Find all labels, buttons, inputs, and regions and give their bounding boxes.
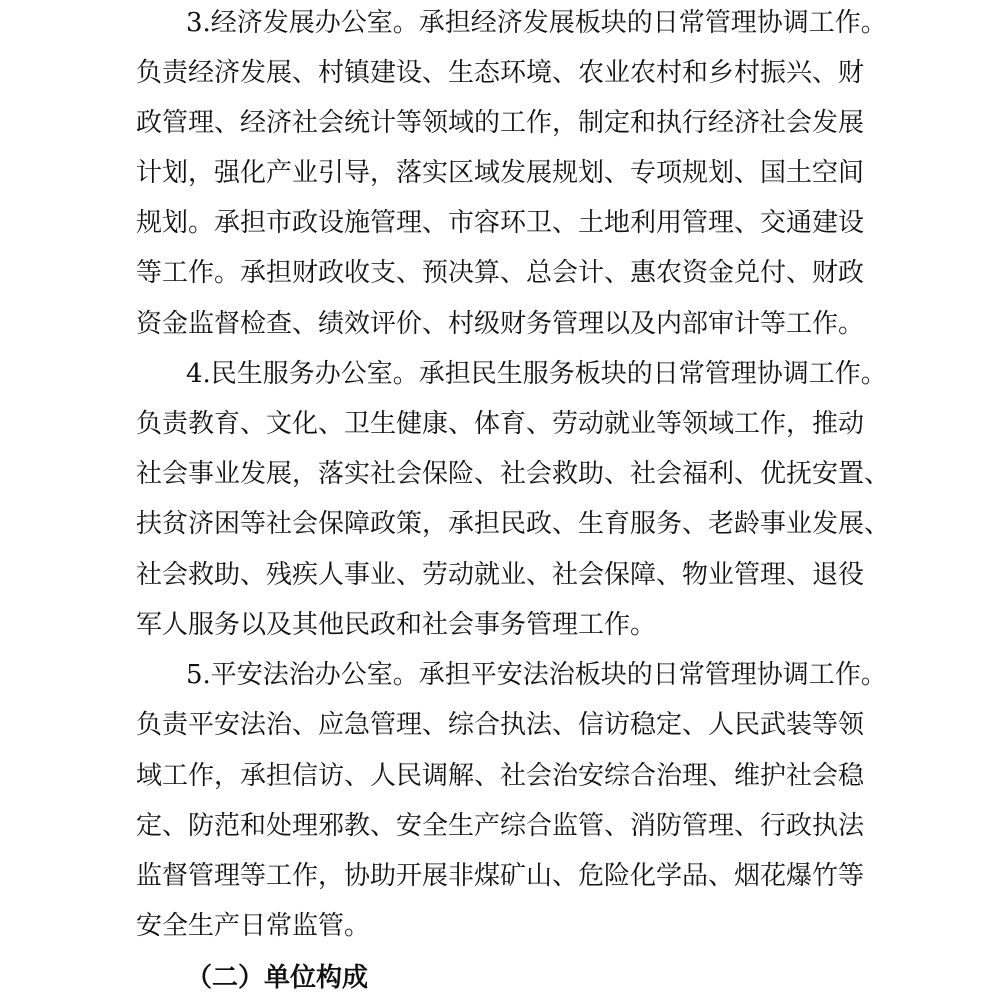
paragraph-line: 负责教育、文化、卫生健康、体育、劳动就业等领域工作，推动 [136, 409, 865, 439]
paragraph-line: 域工作，承担信访、人民调解、社会治安综合治理、维护社会稳 [136, 761, 865, 791]
section-heading: （二）单位构成 [186, 963, 369, 993]
paragraph-line: 负责平安法治、应急管理、综合执法、信访稳定、人民武装等领 [136, 710, 865, 740]
paragraph-line: 军人服务以及其他民政和社会事务管理工作。 [136, 610, 657, 640]
paragraph-line: 资金监督检查、绩效评价、村级财务管理以及内部审计等工作。 [136, 309, 865, 339]
paragraph-line: 社会事业发展，落实社会保险、社会救助、社会福利、优抚安置、 [136, 459, 891, 489]
paragraph-line: 扶贫济困等社会保障政策，承担民政、生育服务、老龄事业发展、 [136, 509, 891, 539]
paragraph-line: 4.民生服务办公室。承担民生服务板块的日常管理协调工作。 [186, 359, 887, 389]
paragraph-line: 定、防范和处理邪教、安全生产综合监管、消防管理、行政执法 [136, 811, 865, 841]
paragraph-line: 负责经济发展、村镇建设、生态环境、农业农村和乡村振兴、财 [136, 58, 865, 88]
paragraph-line: 计划，强化产业引导，落实区域发展规划、专项规划、国土空间 [136, 158, 865, 188]
paragraph-line: 监督管理等工作，协助开展非煤矿山、危险化学品、烟花爆竹等 [136, 861, 865, 891]
paragraph-line: 5.平安法治办公室。承担平安法治板块的日常管理协调工作。 [186, 660, 887, 690]
paragraph-line: 社会救助、残疾人事业、劳动就业、社会保障、物业管理、退役 [136, 560, 865, 590]
paragraph-line: 3.经济发展办公室。承担经济发展板块的日常管理协调工作。 [186, 8, 887, 38]
paragraph-line: 政管理、经济社会统计等领域的工作，制定和执行经济社会发展 [136, 108, 865, 138]
paragraph-line: 安全生产日常监管。 [136, 911, 371, 941]
paragraph-line: 等工作。承担财政收支、预决算、总会计、惠农资金兑付、财政 [136, 258, 865, 288]
paragraph-line: 规划。承担市政设施管理、市容环卫、土地利用管理、交通建设 [136, 208, 865, 238]
